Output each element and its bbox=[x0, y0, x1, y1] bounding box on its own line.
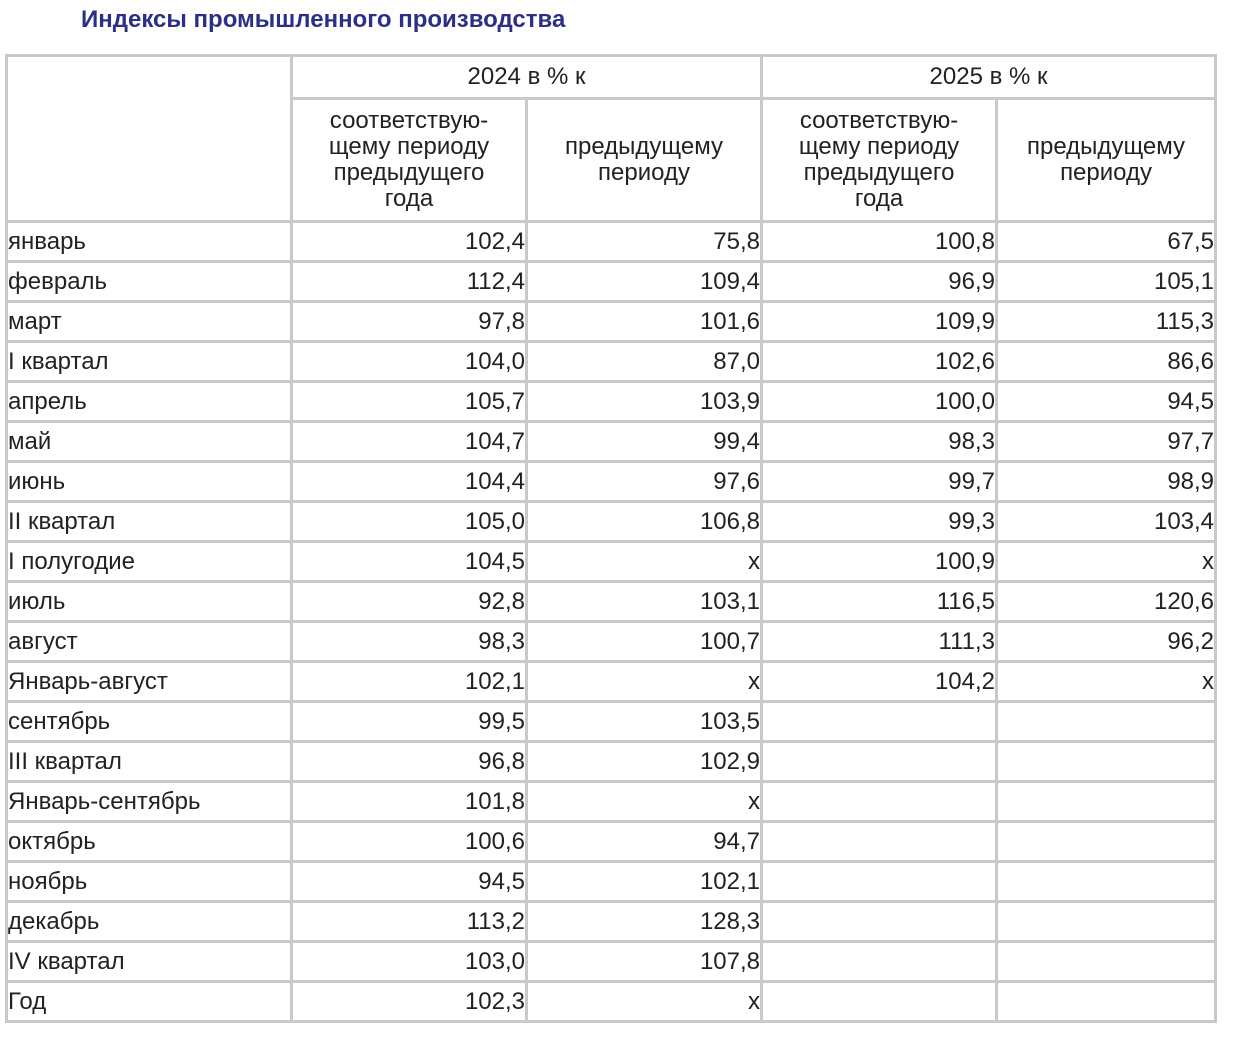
cell-2025-same-period bbox=[762, 902, 997, 942]
table-row bbox=[7, 982, 1216, 1022]
cell-2025-previous-period: 67,5 bbox=[997, 222, 1216, 262]
cell-2024-previous-period: x bbox=[527, 662, 762, 702]
row-label: IV квартал bbox=[7, 942, 292, 982]
cell-2025-same-period: 102,6 bbox=[762, 342, 997, 382]
cell-2025-same-period bbox=[762, 822, 997, 862]
cell-2025-previous-period: 105,1 bbox=[997, 262, 1216, 302]
cell-2025-previous-period: 103,4 bbox=[997, 502, 1216, 542]
cell-2024-previous-period: 103,9 bbox=[527, 382, 762, 422]
cell-2024-same-period: 112,4 bbox=[292, 262, 527, 302]
cell-2024-same-period: 104,5 bbox=[292, 542, 527, 582]
table-row bbox=[7, 502, 1216, 542]
cell-2025-previous-period bbox=[997, 742, 1216, 782]
cell-2024-previous-period: 100,7 bbox=[527, 622, 762, 662]
cell-2024-same-period: 100,6 bbox=[292, 822, 527, 862]
cell-2025-same-period: 100,0 bbox=[762, 382, 997, 422]
cell-2025-previous-period: 115,3 bbox=[997, 302, 1216, 342]
header-2025-same-period: соответствую- щему периоду предыдущего года bbox=[762, 99, 997, 222]
table-row bbox=[7, 342, 1216, 382]
cell-2024-previous-period: 94,7 bbox=[527, 822, 762, 862]
cell-2025-same-period bbox=[762, 942, 997, 982]
cell-2025-same-period: 109,9 bbox=[762, 302, 997, 342]
cell-2024-previous-period: 75,8 bbox=[527, 222, 762, 262]
table-row bbox=[7, 222, 1216, 262]
cell-2024-previous-period: 102,9 bbox=[527, 742, 762, 782]
row-label: январь bbox=[7, 222, 292, 262]
table-row bbox=[7, 382, 1216, 422]
cell-2025-same-period bbox=[762, 742, 997, 782]
cell-2024-previous-period: 87,0 bbox=[527, 342, 762, 382]
header-2024-previous-period: предыдущему периоду bbox=[527, 99, 762, 222]
cell-2025-same-period: 98,3 bbox=[762, 422, 997, 462]
row-label: май bbox=[7, 422, 292, 462]
cell-2024-same-period: 97,8 bbox=[292, 302, 527, 342]
cell-2024-previous-period: 106,8 bbox=[527, 502, 762, 542]
row-label: Январь-сентябрь bbox=[7, 782, 292, 822]
cell-2025-previous-period bbox=[997, 902, 1216, 942]
cell-2024-previous-period: 103,1 bbox=[527, 582, 762, 622]
table-row bbox=[7, 302, 1216, 342]
cell-2024-previous-period: 107,8 bbox=[527, 942, 762, 982]
cell-2024-same-period: 94,5 bbox=[292, 862, 527, 902]
header-corner-cell bbox=[7, 56, 292, 222]
cell-2024-same-period: 113,2 bbox=[292, 902, 527, 942]
table-row bbox=[7, 782, 1216, 822]
table-row bbox=[7, 822, 1216, 862]
header-row-years bbox=[7, 56, 1216, 99]
row-label: Январь-август bbox=[7, 662, 292, 702]
cell-2025-same-period: 100,8 bbox=[762, 222, 997, 262]
header-2025-group: 2025 в % к bbox=[762, 56, 1216, 99]
table-body bbox=[7, 222, 1216, 1022]
row-label: I квартал bbox=[7, 342, 292, 382]
cell-2024-same-period: 96,8 bbox=[292, 742, 527, 782]
cell-2025-same-period: 96,9 bbox=[762, 262, 997, 302]
cell-2024-previous-period: 99,4 bbox=[527, 422, 762, 462]
table-row bbox=[7, 942, 1216, 982]
table-row bbox=[7, 542, 1216, 582]
cell-2025-previous-period bbox=[997, 782, 1216, 822]
cell-2025-previous-period: 86,6 bbox=[997, 342, 1216, 382]
cell-2025-same-period bbox=[762, 782, 997, 822]
page-title: Индексы промышленного производства bbox=[81, 6, 566, 33]
table-row bbox=[7, 862, 1216, 902]
cell-2024-same-period: 103,0 bbox=[292, 942, 527, 982]
row-label: III квартал bbox=[7, 742, 292, 782]
row-label: февраль bbox=[7, 262, 292, 302]
cell-2024-same-period: 92,8 bbox=[292, 582, 527, 622]
cell-2025-same-period: 116,5 bbox=[762, 582, 997, 622]
row-label: сентябрь bbox=[7, 702, 292, 742]
cell-2025-previous-period: 96,2 bbox=[997, 622, 1216, 662]
row-label: август bbox=[7, 622, 292, 662]
header-2024-same-period: соответствую- щему периоду предыдущего года bbox=[292, 99, 527, 222]
cell-2024-same-period: 102,1 bbox=[292, 662, 527, 702]
cell-2024-same-period: 105,7 bbox=[292, 382, 527, 422]
cell-2024-previous-period: 103,5 bbox=[527, 702, 762, 742]
header-2024-group: 2024 в % к bbox=[292, 56, 762, 99]
table-row bbox=[7, 622, 1216, 662]
cell-2024-previous-period: 97,6 bbox=[527, 462, 762, 502]
table-row bbox=[7, 742, 1216, 782]
row-label: март bbox=[7, 302, 292, 342]
cell-2024-previous-period: x bbox=[527, 982, 762, 1022]
cell-2024-same-period: 99,5 bbox=[292, 702, 527, 742]
row-label: июль bbox=[7, 582, 292, 622]
cell-2025-same-period: 104,2 bbox=[762, 662, 997, 702]
table-row bbox=[7, 702, 1216, 742]
cell-2025-same-period: 100,9 bbox=[762, 542, 997, 582]
cell-2024-previous-period: 102,1 bbox=[527, 862, 762, 902]
cell-2025-same-period bbox=[762, 702, 997, 742]
cell-2024-previous-period: x bbox=[527, 782, 762, 822]
cell-2025-previous-period bbox=[997, 702, 1216, 742]
cell-2024-same-period: 104,0 bbox=[292, 342, 527, 382]
row-label: Год bbox=[7, 982, 292, 1022]
cell-2024-same-period: 102,3 bbox=[292, 982, 527, 1022]
cell-2025-previous-period: x bbox=[997, 662, 1216, 702]
table-row bbox=[7, 462, 1216, 502]
cell-2025-previous-period bbox=[997, 982, 1216, 1022]
row-label: апрель bbox=[7, 382, 292, 422]
cell-2024-same-period: 105,0 bbox=[292, 502, 527, 542]
cell-2024-same-period: 98,3 bbox=[292, 622, 527, 662]
cell-2025-previous-period bbox=[997, 942, 1216, 982]
row-label: декабрь bbox=[7, 902, 292, 942]
row-label: II квартал bbox=[7, 502, 292, 542]
cell-2025-same-period: 111,3 bbox=[762, 622, 997, 662]
table-row bbox=[7, 582, 1216, 622]
cell-2025-same-period: 99,3 bbox=[762, 502, 997, 542]
cell-2024-same-period: 102,4 bbox=[292, 222, 527, 262]
cell-2025-previous-period: 97,7 bbox=[997, 422, 1216, 462]
table-row bbox=[7, 662, 1216, 702]
table-row bbox=[7, 902, 1216, 942]
cell-2025-previous-period bbox=[997, 822, 1216, 862]
cell-2025-previous-period: 94,5 bbox=[997, 382, 1216, 422]
cell-2024-previous-period: 128,3 bbox=[527, 902, 762, 942]
table-row bbox=[7, 422, 1216, 462]
cell-2025-same-period bbox=[762, 862, 997, 902]
industrial-production-table bbox=[5, 54, 1217, 1023]
row-label: I полугодие bbox=[7, 542, 292, 582]
cell-2024-same-period: 104,7 bbox=[292, 422, 527, 462]
cell-2025-previous-period: 120,6 bbox=[997, 582, 1216, 622]
cell-2025-previous-period bbox=[997, 862, 1216, 902]
cell-2025-previous-period: x bbox=[997, 542, 1216, 582]
cell-2024-previous-period: x bbox=[527, 542, 762, 582]
row-label: июнь bbox=[7, 462, 292, 502]
cell-2024-same-period: 104,4 bbox=[292, 462, 527, 502]
cell-2024-previous-period: 101,6 bbox=[527, 302, 762, 342]
cell-2024-same-period: 101,8 bbox=[292, 782, 527, 822]
row-label: октябрь bbox=[7, 822, 292, 862]
cell-2025-same-period bbox=[762, 982, 997, 1022]
cell-2024-previous-period: 109,4 bbox=[527, 262, 762, 302]
cell-2025-same-period: 99,7 bbox=[762, 462, 997, 502]
cell-2025-previous-period: 98,9 bbox=[997, 462, 1216, 502]
table-row bbox=[7, 262, 1216, 302]
header-2025-previous-period: предыдущему периоду bbox=[997, 99, 1216, 222]
row-label: ноябрь bbox=[7, 862, 292, 902]
